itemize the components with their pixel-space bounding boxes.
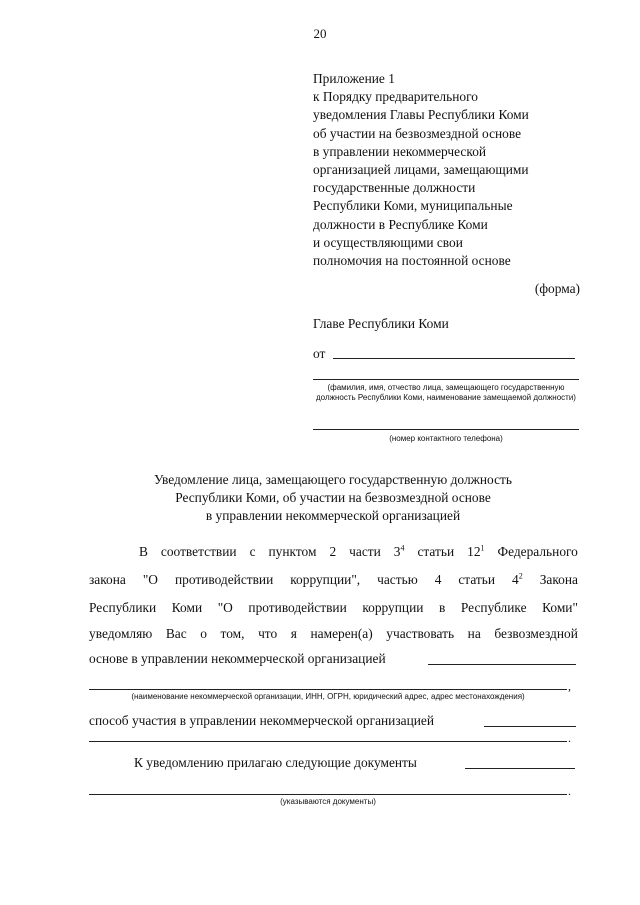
appendix-line: об участии на безвозмездной основе — [313, 125, 522, 141]
word: частью — [377, 572, 418, 587]
word: в — [439, 600, 446, 615]
word: статьи — [458, 572, 496, 587]
word: том, — [220, 626, 245, 641]
attach-label: К уведомлению прилагаю следующие документы — [134, 755, 417, 770]
word: на — [467, 626, 481, 641]
word: части — [349, 544, 381, 559]
sender-name-caption: (фамилия, имя, отчество лица, замещающего государственную должность Республики Коми, наименование замещаемой должности) — [316, 383, 576, 402]
from-row — [313, 346, 579, 362]
word: статьи — [417, 544, 455, 559]
notice-title-line: Республики Коми, об участии на безвозмездной основе — [175, 490, 491, 505]
notice-title — [60, 471, 606, 525]
notice-title-line: Уведомление лица, замещающего государственную должность — [154, 472, 512, 487]
word: Вас — [165, 626, 187, 641]
word: безвозмездной — [494, 626, 578, 641]
period: . — [568, 784, 571, 798]
appendix-line: Приложение 1 — [313, 71, 395, 86]
form-label: (форма) — [534, 281, 580, 296]
body-line-2 — [89, 572, 578, 588]
appendix-line: к Порядку предварительного — [313, 89, 478, 105]
appendix-line: полномочия на постоянной основе — [313, 253, 511, 269]
superscript: 2 — [518, 571, 523, 581]
word: о — [200, 626, 207, 641]
word: В — [139, 544, 148, 559]
body-line-3 — [89, 600, 578, 616]
appendix-line: уведомления Главы Республики Коми — [313, 107, 529, 123]
word: коррупции", — [290, 572, 361, 587]
word: "О — [217, 600, 233, 615]
appendix-line: должности в Республике Коми — [313, 216, 488, 232]
appendix-block — [313, 70, 583, 270]
organization-caption: (наименование некоммерческой организации, ИНН, ОГРН, юридический адрес, адрес местонахождения) — [131, 692, 525, 701]
appendix-line: в управлении некоммерческой — [313, 143, 487, 159]
from-name-field[interactable] — [333, 358, 575, 359]
word: намерен(а) — [310, 626, 373, 641]
attach-field-line[interactable] — [89, 794, 567, 795]
word: соответствии — [160, 544, 237, 559]
word: Коми — [171, 600, 203, 615]
attach-field[interactable] — [465, 768, 575, 769]
documents-caption: (указываются документы) — [280, 797, 376, 806]
word: Республике — [460, 600, 527, 615]
word: 4 — [434, 572, 442, 587]
page-number: 20 — [313, 26, 327, 41]
sender-name-line[interactable] — [313, 379, 579, 380]
word: противодействии — [248, 600, 347, 615]
period: . — [568, 731, 571, 745]
organization-field-line[interactable] — [89, 689, 567, 690]
word: Коми" — [542, 600, 578, 615]
word: с — [249, 544, 256, 559]
word: Республики — [89, 600, 157, 615]
participation-label: способ участия в управлении некоммерческой организацией — [89, 713, 435, 728]
phone-caption: (номер контактного телефона) — [389, 434, 503, 443]
appendix-line: Республики Коми, муниципальные — [313, 198, 513, 214]
organization-field[interactable] — [428, 664, 576, 665]
comma: , — [568, 679, 571, 693]
word: уведомляю — [89, 626, 153, 641]
word: "О — [142, 572, 158, 587]
word: $3^4$ — [393, 543, 405, 559]
body-line-5: основе в управлении некоммерческой организацией — [89, 651, 386, 666]
word: $4^2$ — [512, 571, 523, 587]
participation-field[interactable] — [484, 726, 576, 727]
notice-title-line: в управлении некоммерческой организацией — [205, 508, 461, 523]
word: Закона — [539, 572, 578, 587]
superscript: 4 — [400, 543, 405, 553]
word: пунктом — [268, 544, 317, 559]
superscript: 1 — [480, 543, 485, 553]
from-label: от — [313, 346, 326, 361]
word: участвовать — [386, 626, 455, 641]
word: $12^1$ — [467, 543, 485, 559]
appendix-line: государственные должности — [313, 180, 476, 196]
word: коррупции — [362, 600, 424, 615]
word: противодействии — [174, 572, 274, 587]
word: 2 — [329, 544, 337, 559]
phone-field[interactable] — [313, 429, 579, 430]
word: я — [290, 626, 297, 641]
body-line-1 — [89, 544, 578, 560]
participation-field-line[interactable] — [89, 741, 567, 742]
appendix-line: организацией лицами, замещающими — [313, 162, 529, 178]
word: закона — [89, 572, 126, 587]
addressee: Главе Республики Коми — [313, 316, 449, 331]
appendix-line: и осуществляющими свои — [313, 234, 463, 250]
body-line-4 — [89, 626, 578, 642]
word: что — [258, 626, 278, 641]
word: Федерального — [497, 544, 578, 559]
